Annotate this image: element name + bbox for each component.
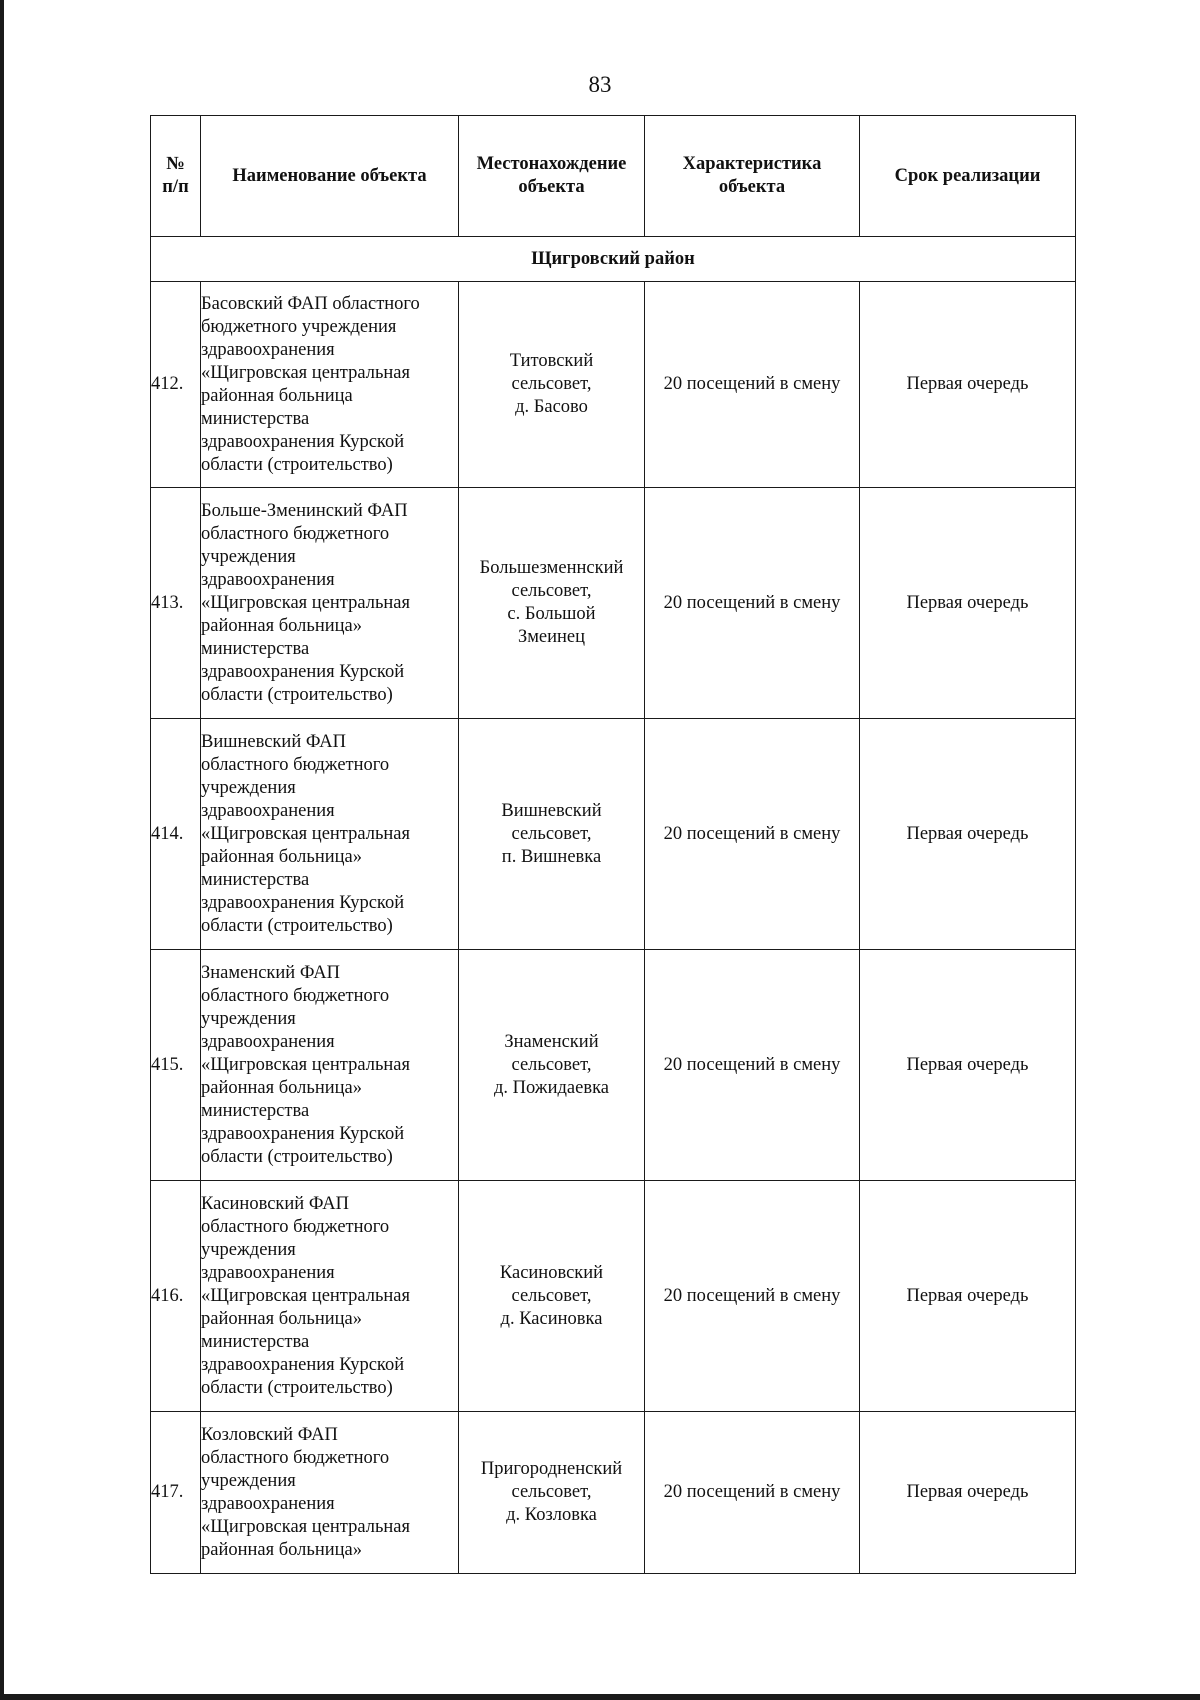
object-name-line: министерства	[201, 408, 310, 429]
object-name	[201, 719, 459, 950]
object-location-line: сельсовет,	[511, 823, 592, 844]
implementation-term: Первая очередь	[860, 950, 1076, 1181]
object-name-line: учреждения	[201, 546, 296, 567]
implementation-term: Первая очередь	[860, 1412, 1076, 1574]
object-location-line: д. Пожидаевка	[494, 1077, 609, 1098]
object-name-line: здравоохранения	[201, 1493, 335, 1514]
object-name-line: областного бюджетного	[201, 985, 390, 1006]
object-name-line: «Щигровская центральная	[201, 1054, 411, 1075]
object-location-line: Титовский	[509, 351, 594, 371]
header-name	[201, 116, 459, 237]
object-location	[459, 488, 645, 719]
object-name-line: министерства	[201, 869, 310, 890]
object-name-line: учреждения	[201, 1008, 296, 1029]
object-location-line: д. Козловка	[506, 1505, 597, 1525]
row-number: 417.	[151, 1412, 201, 1574]
object-name	[201, 488, 459, 719]
object-name	[201, 282, 459, 488]
object-location	[459, 1412, 645, 1574]
object-name-line: областного бюджетного	[201, 1447, 390, 1468]
header-characteristic-line: объекта	[718, 177, 786, 197]
object-name-line: здравоохранения Курской	[201, 431, 405, 452]
object-name-line: районная больница»	[201, 615, 363, 636]
object-name-line: здравоохранения	[201, 569, 335, 590]
object-name-line: министерства	[201, 1331, 310, 1352]
row-number: 414.	[151, 719, 201, 950]
object-name-line: бюджетного учреждения	[201, 316, 397, 337]
object-name-line: здравоохранения	[201, 800, 335, 821]
object-location-line: сельсовет,	[511, 1054, 592, 1075]
object-location-line: с. Большой	[507, 604, 596, 624]
object-characteristic: 20 посещений в смену	[645, 282, 860, 488]
scan-border-left	[0, 0, 4, 1700]
object-location	[459, 719, 645, 950]
header-location-line: Местонахождение	[476, 154, 627, 174]
implementation-term: Первая очередь	[860, 488, 1076, 719]
objects-table	[150, 115, 1076, 1574]
object-name	[201, 1412, 459, 1574]
object-name-line: учреждения	[201, 1470, 296, 1491]
row-number: 412.	[151, 282, 201, 488]
object-name-line: области (строительство)	[201, 454, 393, 475]
object-name-line: Больше-Зменинский ФАП	[201, 500, 408, 521]
object-characteristic: 20 посещений в смену	[645, 719, 860, 950]
object-name-line: «Щигровская центральная	[201, 1516, 411, 1537]
header-term-line: Срок реализации	[894, 165, 1041, 186]
object-name-line: здравоохранения Курской	[201, 892, 405, 913]
object-name-line: здравоохранения	[201, 1031, 335, 1052]
object-characteristic: 20 посещений в смену	[645, 950, 860, 1181]
object-location-line: д. Касиновка	[500, 1308, 603, 1329]
object-characteristic: 20 посещений в смену	[645, 488, 860, 719]
section-row	[151, 237, 1076, 282]
object-name-line: здравоохранения Курской	[201, 1354, 405, 1375]
object-name-line: министерства	[201, 1100, 310, 1121]
object-name-line: районная больница	[201, 385, 353, 406]
object-name-line: районная больница»	[201, 1539, 363, 1560]
object-name-line: областного бюджетного	[201, 523, 390, 544]
object-name-line: «Щигровская центральная	[201, 1285, 411, 1306]
object-name-line: районная больница»	[201, 1308, 363, 1329]
object-name-line: Знаменский ФАП	[201, 962, 340, 983]
object-name-line: «Щигровская центральная	[201, 592, 411, 613]
object-location	[459, 282, 645, 488]
object-location-line: Знаменский	[504, 1031, 599, 1052]
object-name-line: Касиновский ФАП	[201, 1193, 349, 1214]
table-row	[151, 950, 1076, 1181]
object-location-line: Касиновский	[499, 1262, 604, 1283]
header-characteristic	[645, 116, 860, 237]
object-characteristic: 20 посещений в смену	[645, 1412, 860, 1574]
object-name-line: Козловский ФАП	[201, 1424, 338, 1445]
table-row	[151, 1412, 1076, 1574]
row-number: 413.	[151, 488, 201, 719]
object-location	[459, 950, 645, 1181]
object-location	[459, 1181, 645, 1412]
scan-border-bottom	[0, 1694, 1200, 1700]
object-name	[201, 950, 459, 1181]
implementation-term: Первая очередь	[860, 1181, 1076, 1412]
object-name-line: области (строительство)	[201, 684, 393, 705]
header-name-line: Наименование объекта	[232, 165, 427, 186]
implementation-term: Первая очередь	[860, 282, 1076, 488]
object-name-line: здравоохранения Курской	[201, 661, 405, 682]
table-row	[151, 719, 1076, 950]
table-row	[151, 282, 1076, 488]
row-number: 415.	[151, 950, 201, 1181]
object-name-line: министерства	[201, 638, 310, 659]
object-name	[201, 1181, 459, 1412]
object-location-line: сельсовет,	[511, 374, 592, 394]
object-location-line: Змеинец	[517, 627, 586, 647]
object-name-line: здравоохранения	[201, 339, 335, 360]
header-characteristic-line: Характеристика	[682, 154, 822, 174]
object-name-line: области (строительство)	[201, 915, 393, 936]
object-location-line: Большезменнский	[479, 558, 624, 578]
table-row	[151, 1181, 1076, 1412]
object-characteristic: 20 посещений в смену	[645, 1181, 860, 1412]
row-number: 416.	[151, 1181, 201, 1412]
table-header-row	[151, 116, 1076, 237]
header-term	[860, 116, 1076, 237]
object-location-line: п. Вишневка	[501, 846, 602, 867]
header-location	[459, 116, 645, 237]
object-name-line: «Щигровская центральная	[201, 823, 411, 844]
object-name-line: районная больница»	[201, 1077, 363, 1098]
object-location-line: д. Басово	[515, 397, 588, 417]
object-name-line: области (строительство)	[201, 1146, 393, 1167]
header-num-line: №	[166, 154, 185, 174]
object-name-line: областного бюджетного	[201, 754, 390, 775]
object-name-line: учреждения	[201, 777, 296, 798]
section-title: Щигровский район	[151, 237, 1076, 282]
object-name-line: Басовский ФАП областного	[201, 293, 420, 314]
header-num-line: п/п	[162, 177, 189, 197]
object-location-line: сельсовет,	[511, 581, 592, 601]
implementation-term: Первая очередь	[860, 719, 1076, 950]
table-row	[151, 488, 1076, 719]
header-location-line: объекта	[518, 177, 585, 197]
object-name-line: области (строительство)	[201, 1377, 393, 1398]
object-location-line: Пригородненский	[480, 1459, 623, 1479]
object-name-line: здравоохранения Курской	[201, 1123, 405, 1144]
object-name-line: учреждения	[201, 1239, 296, 1260]
object-location-line: Вишневский	[501, 800, 602, 821]
object-name-line: областного бюджетного	[201, 1216, 390, 1237]
object-location-line: сельсовет,	[511, 1482, 592, 1502]
object-location-line: сельсовет,	[511, 1285, 592, 1306]
object-name-line: здравоохранения	[201, 1262, 335, 1283]
object-name-line: Вишневский ФАП	[201, 731, 347, 752]
header-num	[151, 116, 201, 237]
object-name-line: «Щигровская центральная	[201, 362, 411, 383]
page-number: 83	[588, 72, 612, 97]
object-name-line: районная больница»	[201, 846, 363, 867]
